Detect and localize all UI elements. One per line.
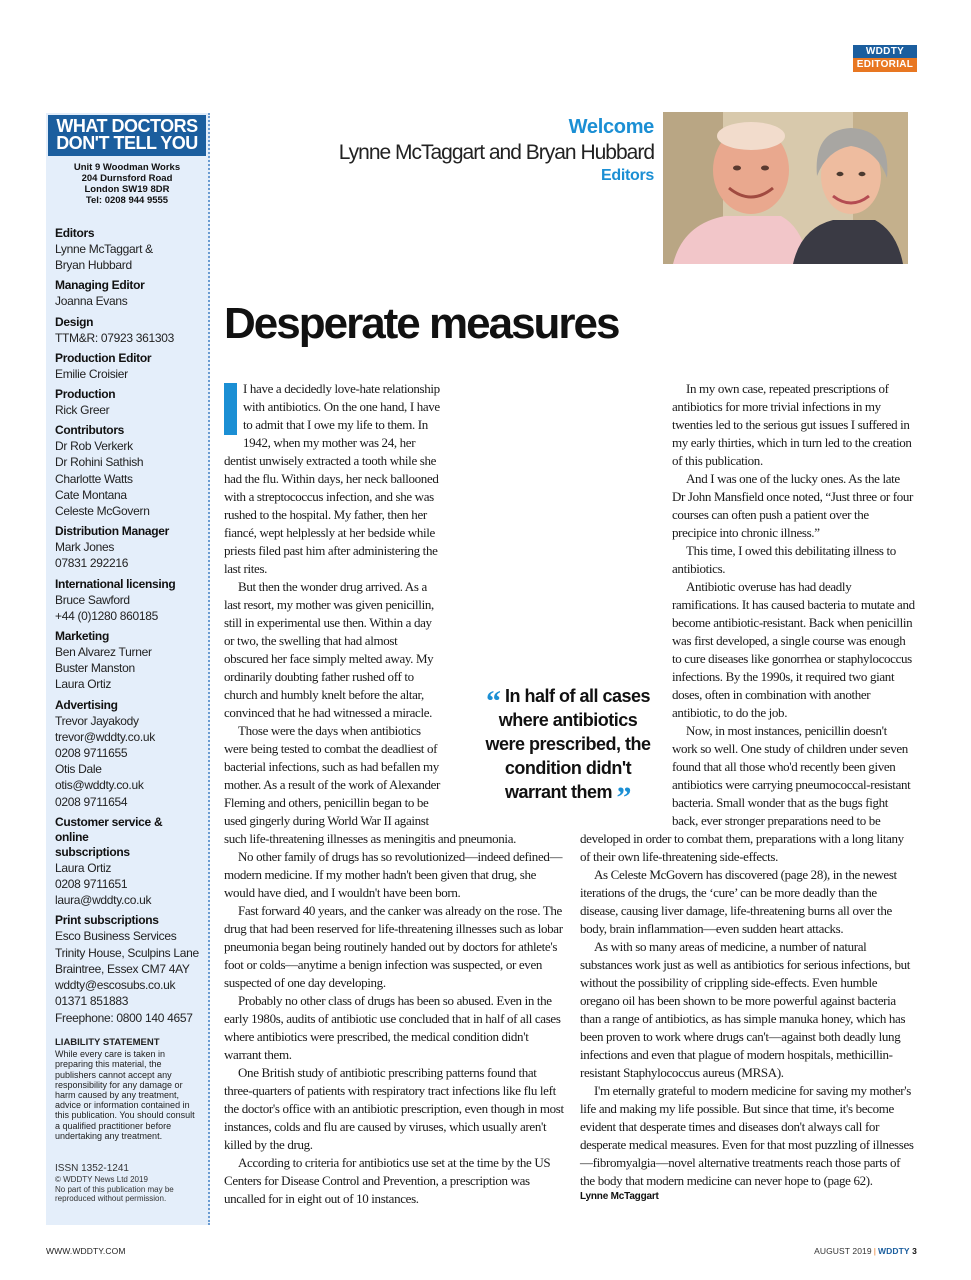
staff-name: Freephone: 0800 140 4657 (55, 1010, 193, 1025)
liability-statement (55, 1038, 200, 1141)
editors-photo-illustration (663, 112, 908, 264)
staff-name: Rick Greer (55, 403, 110, 418)
liability-title: LIABILITY STATEMENT (55, 1037, 160, 1048)
staff-role: Distribution Manager (55, 524, 170, 539)
open-quote-icon: “ (485, 685, 501, 718)
article-paragraph: As Celeste McGovern has discovered (page 28), in the newest iterations of the drugs, the ‘cure’ can be more deadly than the disease, causing liver damage, life-threatening burns all over the body, brain inflammation—even sudden heart attacks. (580, 867, 897, 936)
address-block (46, 162, 208, 206)
staff-name: 07831 292216 (55, 556, 129, 571)
footer-folio (814, 1246, 917, 1256)
article-paragraph: I have a decidedly love-hate relationship with antibiotics. On the one hand, I have to admit that I owe my life to them. In 1942, when my mother was 24, her dentist unwisely extracted a tooth while she had the flu. Within days, her neck ballooned with a streptococcus infection, and she was rushed to the hospital. My father, then her fiancé, wept helplessly at her bedside while priests filed past him after administering the last rites. (224, 381, 440, 576)
staff-name: Lynne McTaggart & (55, 242, 153, 256)
article-paragraph: But then the wonder drug arrived. As a last resort, my mother was given penicillin, still in experimental use then. Within a day or two, the swelling that had almost obscured her face simply melted away. My ordinarily doubting father rushed off to church and humbly knelt before the altar, convinced that he had witnessed a miracle. (224, 579, 434, 720)
address-line: London SW19 8DR (84, 184, 170, 195)
editors-label: Editors (600, 167, 654, 184)
drop-cap-letter (224, 383, 237, 435)
staff-name: Trevor Jayakody (55, 713, 139, 728)
staff-name: Charlotte Watts (55, 471, 133, 486)
address-line: 204 Durnsford Road (81, 173, 173, 184)
staff-name: otis@wddty.co.uk (55, 778, 144, 793)
staff-name: Dr Rob Verkerk (55, 439, 133, 454)
staff-name: +44 (0)1280 860185 (55, 608, 159, 623)
staff-name: Laura Ortiz (55, 860, 112, 875)
staff-list (46, 226, 208, 1026)
article-paragraph: In my own case, repeated prescriptions of antibiotics for more trivial infections in my twenties led to the serious gut issues I suffered in my early thirties, which in turn led to the creation of this publication. (672, 381, 912, 468)
article-paragraph: Fast forward 40 years, and the canker was already on the rose. The drug that had been reserved for life-threatening illnesses such as lobar pneumonia began being routinely handed out by doctors for athlete's foot or colds—anytime a benign infection was suspected, or even suspected of one day developing. (224, 903, 563, 990)
staff-name: 01371 851883 (55, 994, 129, 1009)
staff-role: Advertising (55, 697, 118, 712)
article-paragraph: Those were the days when antibiotics were being tested to combat the deadliest of bacterial infections, such as had befallen my mother. As a result of the work of Alexander Fleming and others, penicillin began to be used gingerly during World War II against such life-threatening illnesses as meningitis and pneumonia. (224, 723, 517, 846)
staff-role: Marketing (55, 629, 109, 644)
staff-role: Contributors (55, 423, 125, 438)
staff-role: Managing Editor (55, 278, 145, 293)
staff-name: 0208 9711651 (55, 877, 128, 892)
copyright-line: © WDDTY News Ltd 2019 (55, 1175, 148, 1184)
staff-role: International licensing (55, 576, 176, 591)
article-paragraph: This time, I owed this debilitating illness to antibiotics. (672, 543, 896, 576)
staff-name: Celeste McGovern (55, 504, 150, 519)
editors-photo (663, 112, 908, 264)
article-paragraph: No other family of drugs has so revolutionized—indeed defined—modern medicine. If my mother hadn't been given that drug, she would have died, and I wouldn't have been born. (224, 849, 563, 900)
address-phone: Tel: 0208 944 9555 (85, 195, 169, 206)
staff-name: Ben Alvarez Turner (55, 645, 152, 660)
article-column-2 (580, 380, 915, 1203)
masthead-sidebar (46, 113, 210, 1225)
article-paragraph: As with so many areas of medicine, a number of natural substances work just as well as antibiotics for serious infections, but without the possibility of crippling side-effects. Even humble oregano oil has been shown to be more powerful against bacteria than a range of antibiotics, as has simple manuka honey, which has been proven to work where drugs can't—against both deadly lung infections and even that plague of modern hospitals, methicillin-resistant Staphylococcus aureus (MRSA). (580, 939, 911, 1080)
footer-brand: WDDTY (878, 1246, 910, 1256)
badge-section: EDITORIAL (853, 58, 917, 72)
pullquote-wrap-space (580, 668, 672, 823)
welcome-title: Welcome (568, 116, 654, 138)
staff-name: Mark Jones (55, 540, 115, 555)
staff-name: Bryan Hubbard (55, 258, 132, 273)
article-paragraph: One British study of antibiotic prescribing patterns found that three-quarters of patients with respiratory tract infections like flu left the doctor's office with an antibiotic prescription, even though in most instances, colds and flu are caused by viruses, which usually aren't killed by the drug. (224, 1065, 564, 1152)
staff-name: Otis Dale (55, 762, 102, 777)
address-line: Unit 9 Woodman Works (73, 162, 181, 173)
article-paragraph: I'm eternally grateful to modern medicine for saving my mother's life and making my life possible. But since that time, it's become evident that desperate times and diseases don't always call for desperate medical measures. Even for that most puzzling of illnesses—fibromyalgia—novel alternative treatments reach those parts of the body that modern medicine can never hope to (page 62). (580, 1083, 914, 1188)
close-quote-icon: ” (616, 781, 632, 814)
footer-date: AUGUST 2019 (814, 1246, 872, 1256)
staff-name: trevor@wddty.co.uk (55, 729, 155, 744)
article-paragraph: And I was one of the lucky ones. As the late Dr John Mansfield once noted, “Just three or four courses can often push a patient over the precipice into chronic illness.” (672, 471, 913, 540)
staff-role: Design (55, 314, 94, 329)
author-signature: Lynne McTaggart (580, 1191, 659, 1202)
staff-name: Buster Manston (55, 661, 135, 676)
staff-name: wddty@escosubs.co.uk (55, 978, 176, 993)
wddty-logo (48, 115, 206, 156)
section-badge (853, 45, 917, 72)
article-headline: Desperate measures (224, 299, 619, 348)
badge-brand: WDDTY (853, 45, 917, 58)
staff-role: Print subscriptions (55, 913, 159, 928)
staff-name: 0208 9711655 (55, 746, 128, 761)
staff-role: Production (55, 387, 116, 402)
staff-name: Braintree, Essex CM7 4AY (55, 961, 190, 976)
logo-line-2: DON'T TELL YOU (56, 133, 198, 153)
staff-name: Esco Business Services (55, 929, 177, 944)
footer-separator: | (873, 1246, 877, 1256)
editors-names: Lynne McTaggart and Bryan Hubbard (338, 141, 654, 164)
footer-website: WWW.WDDTY.COM (46, 1246, 126, 1256)
article-paragraph: Probably no other class of drugs has been so abused. Even in the early 1980s, audits of antibiotic use concluded that in half of all cases where antibiotics were prescribed, the medical condition didn't warrant them. (224, 993, 561, 1062)
staff-name: Dr Rohini Sathish (55, 455, 144, 470)
staff-name: Cate Montana (55, 487, 127, 502)
staff-name: Trinity House, Sculpins Lane (55, 945, 199, 960)
welcome-header (270, 115, 654, 186)
staff-name: Laura Ortiz (55, 677, 112, 692)
staff-name: Emilie Croisier (55, 366, 128, 381)
page-number: 3 (912, 1246, 917, 1256)
staff-name: Joanna Evans (55, 294, 128, 309)
logo-line-1: WHAT DOCTORS (56, 116, 198, 136)
article-paragraph: Now, in most instances, penicillin doesn't work so well. One study of children under seven found that all those who'd recently been given antibiotics were carrying pneumococcal-resistant bacteria. Small wonder that as the bugs fight back, ever stronger preparations need to be developed in order to combat them, preparations with a long litany of their own life-threatening side-effects. (580, 723, 911, 864)
article-paragraph: According to criteria for antibiotics use set at the time by the US Centers for Disease Control and Prevention, a prescription was uncalled for in eight out of 10 instances. (224, 1155, 551, 1206)
article-paragraph: Antibiotic overuse has had deadly ramifications. It has caused bacteria to mutate and become antibiotic-resistant. Back when penicillin was first developed, a single course was enough to cure diseases like gonorrhea or staphylococcus infections. By the 1990s, it required two giant doses, often in combination with another antibiotic, to do the job. (672, 579, 915, 720)
staff-role: Production Editor (55, 350, 152, 365)
liability-text: While every care is taken in preparing this material, the publishers cannot accept any responsibility for any damage or harm caused by any treatment, advice or information contained in this publication. You should consult a qualified practitioner before undertaking any treatment. (55, 1049, 195, 1141)
staff-role: Editors (55, 226, 95, 240)
issn-number: ISSN 1352-1241 (55, 1163, 129, 1174)
reproduction-notice: No part of this publication may be reproduced without permission. (55, 1184, 174, 1203)
staff-name: Bruce Sawford (55, 592, 130, 607)
staff-name: laura@wddty.co.uk (55, 893, 152, 908)
staff-role: Customer service & online subscriptions (55, 814, 163, 859)
staff-name: 0208 9711654 (55, 794, 128, 809)
issn-block (55, 1163, 200, 1204)
pull-quote-text: In half of all cases where antibiotics were prescribed, the condition didn't warrant them (485, 686, 651, 802)
staff-name: TTM&R: 07923 361303 (55, 330, 175, 345)
